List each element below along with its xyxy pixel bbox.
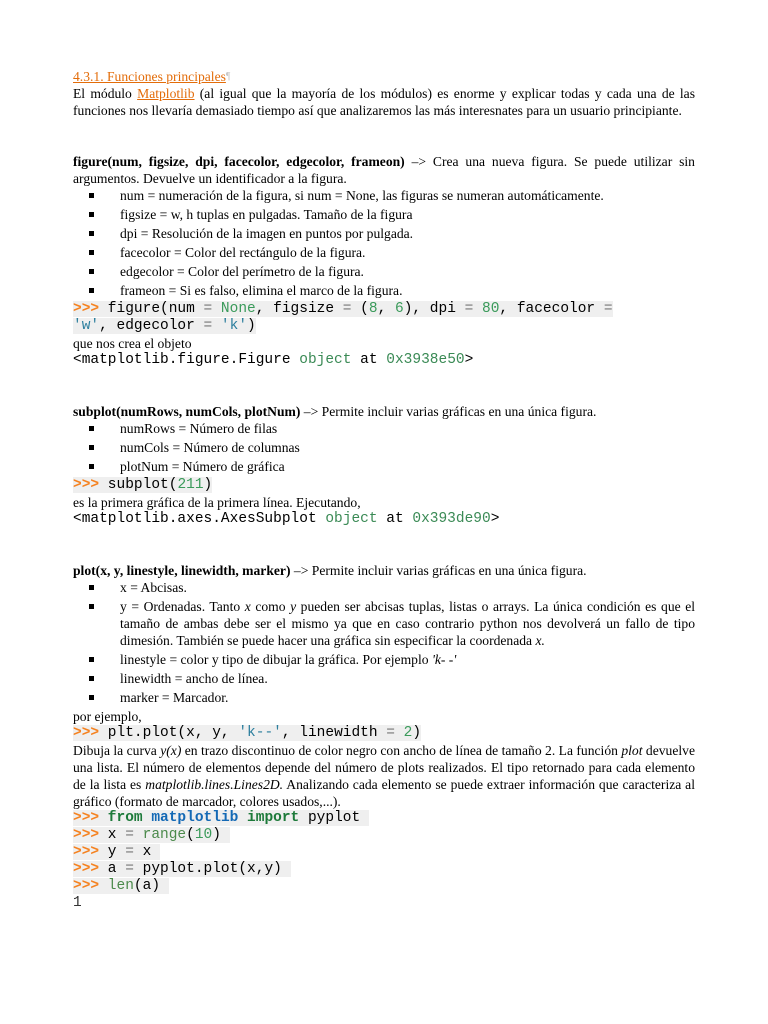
code-token: <matplotlib.figure.Figure — [73, 352, 300, 368]
code-token: 0x393de90 — [412, 511, 491, 527]
list-item-text: dpi = Resolución de la imagen en puntos por pulgada. — [120, 226, 414, 241]
bullet-icon — [89, 445, 94, 450]
bullet-icon — [89, 250, 94, 255]
code-token: 'k--' — [238, 725, 282, 741]
plot-example-label: por ejemplo, — [73, 709, 142, 724]
list-item — [73, 187, 695, 204]
plot-explanation — [73, 742, 695, 810]
code-token: 80 — [473, 301, 500, 317]
text-run: devuelve una lista. El número de elementos depende del número de plots realizados. El tipo retornado para cada elemento de la lista es — [73, 743, 695, 792]
bullet-icon — [89, 193, 94, 198]
subplot-repr-output — [73, 511, 695, 528]
section-heading[interactable] — [73, 68, 695, 85]
code-token: subplot( — [99, 477, 178, 493]
bullet-icon — [89, 464, 94, 469]
bullet-icon — [89, 676, 94, 681]
code-token: matplotlib — [142, 810, 239, 826]
subplot-description — [73, 403, 695, 420]
code-token: ) — [203, 477, 213, 493]
code-token: import — [238, 810, 300, 826]
figure-desc-text: –> Crea una nueva figura. Se puede utilizar sin argumentos. Devuelve un identificador a la figura. — [73, 154, 695, 186]
text-run: Analizando cada elemento se puede extraer información que caracteriza al gráfico (formato de marcador, colores usados,...). — [73, 777, 695, 809]
list-item — [73, 598, 695, 649]
code-token: from — [99, 810, 143, 826]
intro-paragraph — [73, 85, 695, 119]
bullet-icon — [89, 269, 94, 274]
code-token: (a) — [133, 878, 161, 894]
list-item — [73, 651, 695, 668]
code-token: = — [386, 725, 395, 741]
code-token: = — [125, 827, 134, 843]
code-prompt: >>> — [73, 878, 100, 894]
heading-text[interactable]: 4.3.1. Funciones principales — [73, 69, 226, 84]
list-item-text: numCols = Número de columnas — [120, 440, 300, 455]
code-token: 6 — [394, 301, 404, 317]
list-item-text: figsize = w, h tuplas en pulgadas. Tamaño de la figura — [120, 207, 413, 222]
code-prompt: >>> — [73, 301, 100, 317]
code-token: > — [490, 511, 500, 527]
list-item-text: numRows = Número de filas — [120, 421, 278, 436]
code-token: ) — [212, 827, 221, 843]
code-token: range — [133, 827, 187, 843]
text-run: matplotlib.lines.Lines2D. — [145, 777, 284, 792]
plot-desc-text: –> Permite incluir varias gráficas en una única figura. — [290, 563, 587, 578]
code-token: 10 — [194, 827, 213, 843]
list-item-text: facecolor = Color del rectángulo de la figura. — [120, 245, 366, 260]
list-item-text: frameon = Si es falso, elimina el marco de la figura. — [120, 283, 403, 298]
code-token: ( — [351, 301, 369, 317]
list-item-text: y — [290, 599, 297, 614]
code-token: pyplot.plot(x,y) — [133, 861, 282, 877]
list-item-text: plotNum = Número de gráfica — [120, 459, 285, 474]
code-token: = — [603, 301, 613, 317]
code-token: ) — [412, 725, 422, 741]
text-run: plot — [621, 743, 643, 758]
plot-description — [73, 562, 695, 579]
code-token: , — [377, 301, 395, 317]
code-token: figure(num — [99, 301, 204, 317]
code-token: x — [133, 844, 152, 860]
document-page — [73, 68, 695, 912]
figure-description — [73, 153, 695, 187]
code-token: at — [351, 352, 387, 368]
code-token: object — [325, 511, 378, 527]
list-item-text: x. — [535, 633, 545, 648]
plot-param-list — [73, 579, 695, 706]
code-token: = — [125, 844, 134, 860]
list-item-text: num = numeración de la figura, si num = None, las figuras se numeran automáticamente. — [120, 188, 604, 203]
bullet-icon — [89, 657, 94, 662]
figure-repr-output — [73, 352, 695, 369]
code-token: > — [464, 352, 474, 368]
code-token: ( — [186, 827, 195, 843]
code-prompt: >>> — [73, 827, 100, 843]
code-prompt: >>> — [73, 477, 100, 493]
text-run: Dibuja la curva — [73, 743, 161, 758]
code-token: 0x3938e50 — [386, 352, 465, 368]
list-item-text: marker = Marcador. — [120, 690, 229, 705]
code-token: y — [99, 844, 126, 860]
plot-code-block — [73, 725, 695, 742]
text-run: en trazo discontinuo de color negro con ancho de línea de tamaño 2. La función — [181, 743, 622, 758]
code-line — [73, 827, 695, 844]
code-line — [73, 878, 695, 895]
bullet-icon — [89, 288, 94, 293]
code-token: , facecolor — [499, 301, 604, 317]
code-token: 'w' — [73, 318, 100, 334]
list-item — [73, 689, 695, 706]
bullet-icon — [89, 231, 94, 236]
code-line — [73, 844, 695, 861]
code-token: , figsize — [255, 301, 343, 317]
paragraph-mark: ¶ — [225, 71, 231, 82]
list-item-text: pueden ser abcisas tuplas, listas o arrays. La única condición es que el tamaño de ambas debe ser el mismo ya que en caso contrario python nos devolverá un fallo de tipo dimesión. También se puede hacer una gráfica sin especificar la coordenada — [120, 599, 696, 648]
code-token: = — [464, 301, 474, 317]
code-token: = — [203, 301, 213, 317]
code-token: 211 — [177, 477, 204, 493]
code-prompt: >>> — [73, 725, 100, 741]
list-item — [73, 439, 695, 456]
code-prompt: >>> — [73, 844, 100, 860]
text-run: y(x) — [160, 743, 182, 758]
subplot-desc-text: –> Permite incluir varias gráficas en una única figura. — [300, 404, 597, 419]
code-line — [73, 810, 695, 827]
figure-code-block — [73, 301, 695, 335]
list-item — [73, 282, 695, 299]
subplot-code-block — [73, 477, 695, 494]
figure-param-list — [73, 187, 695, 299]
code-output: 1 — [73, 895, 82, 911]
code-token: 8 — [368, 301, 378, 317]
code-prompt: >>> — [73, 810, 100, 826]
intro-text-after: (al igual que la mayoría de los módulos) es enorme y explicar todas y cada una de las funciones nos llevaría demasiado tiempo así que analizaremos las más interesnates para un usuario principiante. — [73, 86, 695, 118]
code-token: = — [203, 318, 213, 334]
figure-signature: figure(num, figsize, dpi, facecolor, edgecolor, frameon) — [73, 154, 405, 169]
intro-text-before: El módulo — [73, 86, 138, 101]
list-item-text: linestyle = color y tipo de dibujar la gráfica. Por ejemplo — [120, 652, 432, 667]
list-item-text: linewidth = ancho de línea. — [120, 671, 268, 686]
code-line — [73, 861, 695, 878]
subplot-param-list — [73, 420, 695, 475]
list-item — [73, 670, 695, 687]
subplot-after-text: es la primera gráfica de la primera línea. Ejecutando, — [73, 495, 361, 510]
list-item — [73, 263, 695, 280]
code-token: ) — [247, 318, 256, 334]
code-token: None — [212, 301, 256, 317]
list-item — [73, 579, 695, 596]
list-item-text: como — [250, 599, 291, 614]
list-item — [73, 420, 695, 437]
list-item-text: x — [244, 599, 251, 614]
matplotlib-link[interactable]: Matplotlib — [137, 86, 195, 101]
bullet-icon — [89, 212, 94, 217]
bullet-icon — [89, 604, 94, 609]
list-item — [73, 225, 695, 242]
code-token: = — [125, 861, 134, 877]
code-token: ), dpi — [403, 301, 465, 317]
subplot-signature: subplot(numRows, numCols, plotNum) — [73, 404, 301, 419]
code-token: len — [99, 878, 134, 894]
bullet-icon — [89, 695, 94, 700]
bullet-icon — [89, 426, 94, 431]
list-item-text: 'k- -' — [431, 652, 457, 667]
figure-after-text: que nos crea el objeto — [73, 336, 192, 351]
list-item-text: y = Ordenadas. Tanto — [120, 599, 245, 614]
code-token: x — [99, 827, 126, 843]
code-token: = — [342, 301, 352, 317]
list-item — [73, 244, 695, 261]
code-token: , edgecolor — [99, 318, 204, 334]
bullet-icon — [89, 585, 94, 590]
final-code-block — [73, 810, 695, 912]
code-token: a — [99, 861, 126, 877]
code-token: object — [299, 352, 352, 368]
code-token: 2 — [394, 725, 413, 741]
code-token: plt.plot(x, y, — [99, 725, 239, 741]
code-token: , linewidth — [281, 725, 387, 741]
code-token: at — [377, 511, 413, 527]
list-item-text: edgecolor = Color del perímetro de la figura. — [120, 264, 364, 279]
list-item — [73, 458, 695, 475]
list-item-text: x = Abcisas. — [120, 580, 187, 595]
code-token: 'k' — [212, 318, 248, 334]
list-item — [73, 206, 695, 223]
code-token: <matplotlib.axes.AxesSubplot — [73, 511, 326, 527]
code-token: pyplot — [299, 810, 361, 826]
code-prompt: >>> — [73, 861, 100, 877]
plot-signature: plot(x, y, linestyle, linewidth, marker) — [73, 563, 291, 578]
